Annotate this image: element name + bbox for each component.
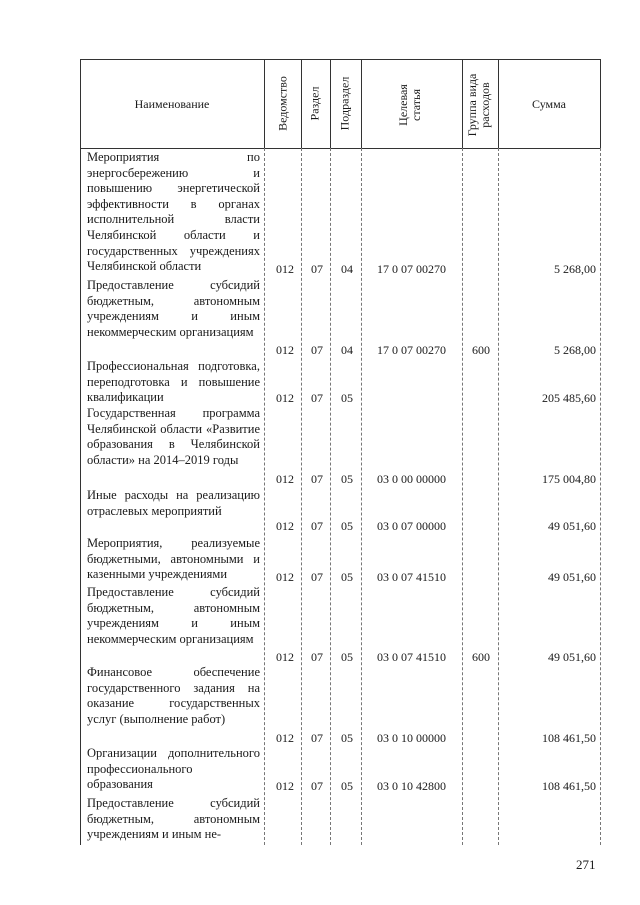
header-podrazdel: Подраздел — [337, 76, 352, 131]
row-8-razdel: 07 — [311, 731, 323, 745]
row-5-summa: 49 051,60 — [548, 519, 596, 533]
col-divider-podrazdel — [361, 59, 362, 148]
row-5-podrazdel: 05 — [341, 519, 353, 533]
row-2-ved: 012 — [276, 343, 294, 357]
row-1-razdel: 07 — [311, 262, 323, 276]
header-celevaya-line2: статья — [409, 89, 423, 121]
row-4-summa: 175 004,80 — [542, 472, 596, 486]
row-6-name: Мероприятия, реализуемые бюджетными, автономными и казенными учреждениями — [87, 536, 260, 582]
header-bottom-border — [80, 148, 600, 149]
row-10-name: Предоставление субсидий бюджетным, автономным учреждениям и иным не- — [87, 796, 260, 842]
row-3-razdel: 07 — [311, 391, 323, 405]
row-9-ved: 012 — [276, 779, 294, 793]
col-divider-name — [264, 59, 265, 148]
body-col-line-5 — [462, 148, 463, 845]
row-5-name: Иные расходы на реализацию отраслевых мероприятий — [87, 488, 260, 518]
table-right-border — [600, 59, 601, 148]
row-9-summa: 108 461,50 — [542, 779, 596, 793]
header-summa: Сумма — [532, 97, 566, 111]
row-5-ved: 012 — [276, 519, 294, 533]
row-9-razdel: 07 — [311, 779, 323, 793]
header-vedomstvo: Ведомство — [275, 76, 290, 131]
row-7-summa: 49 051,60 — [548, 650, 596, 664]
row-5-razdel: 07 — [311, 519, 323, 533]
page-number: 271 — [576, 857, 596, 872]
row-8-ved: 012 — [276, 731, 294, 745]
row-8-celevaya: 03 0 10 00000 — [377, 731, 446, 745]
row-1-name: Мероприятия по энергосбережению и повышению энергетической эффективности в органах исполнительной власти Челябинской области и государственных учреждениях Челябинской области — [87, 150, 260, 274]
row-1-podrazdel: 04 — [341, 262, 353, 276]
row-9-name: Организации дополнительного профессионального образования — [87, 746, 260, 792]
row-4-razdel: 07 — [311, 472, 323, 486]
row-2-summa: 5 268,00 — [554, 343, 596, 357]
row-8-podrazdel: 05 — [341, 731, 353, 745]
row-3-summa: 205 485,60 — [542, 391, 596, 405]
row-4-celevaya: 03 0 00 00000 — [377, 472, 446, 486]
col-divider-razdel — [330, 59, 331, 148]
col-divider-ved — [301, 59, 302, 148]
row-4-podrazdel: 05 — [341, 472, 353, 486]
row-6-summa: 49 051,60 — [548, 570, 596, 584]
row-8-summa: 108 461,50 — [542, 731, 596, 745]
row-1-celevaya: 17 0 07 00270 — [377, 262, 446, 276]
row-7-razdel: 07 — [311, 650, 323, 664]
body-right-border — [600, 148, 601, 845]
row-9-podrazdel: 05 — [341, 779, 353, 793]
row-2-name: Предоставление субсидий бюджетным, автономным учреждениям и иным некоммерческим организациям — [87, 278, 260, 339]
header-razdel: Раздел — [307, 86, 322, 121]
row-7-gruppa: 600 — [472, 650, 490, 664]
row-4-name: Государственная программа Челябинской области «Развитие образования в Челябинской области» на 2014–2019 годы — [87, 406, 260, 467]
row-6-celevaya: 03 0 07 41510 — [377, 570, 446, 584]
table-top-border — [80, 59, 600, 60]
row-6-razdel: 07 — [311, 570, 323, 584]
col-divider-celevaya — [462, 59, 463, 148]
row-6-podrazdel: 05 — [341, 570, 353, 584]
row-1-summa: 5 268,00 — [554, 262, 596, 276]
row-2-podrazdel: 04 — [341, 343, 353, 357]
row-5-celevaya: 03 0 07 00000 — [377, 519, 446, 533]
header-gruppa-line1: Группа вида — [465, 73, 479, 137]
row-7-ved: 012 — [276, 650, 294, 664]
body-col-line-4 — [361, 148, 362, 845]
row-6-ved: 012 — [276, 570, 294, 584]
row-7-name: Предоставление субсидий бюджетным, автономным учреждениям и иным некоммерческим организациям — [87, 585, 260, 646]
row-7-celevaya: 03 0 07 41510 — [377, 650, 446, 664]
header-gruppa — [466, 65, 494, 145]
row-7-podrazdel: 05 — [341, 650, 353, 664]
header-name: Наименование — [134, 97, 210, 111]
row-8-name: Финансовое обеспечение государственного задания на оказание государственных услуг (выполнение работ) — [87, 665, 260, 726]
body-col-line-2 — [301, 148, 302, 845]
header-celevaya-line1: Целевая — [396, 84, 410, 126]
body-col-line-6 — [498, 148, 499, 845]
row-2-gruppa: 600 — [472, 343, 490, 357]
row-9-celevaya: 03 0 10 42800 — [377, 779, 446, 793]
row-3-name: Профессиональная подготовка, переподготовка и повышение квалификации — [87, 359, 260, 405]
body-col-line-3 — [330, 148, 331, 845]
row-1-ved: 012 — [276, 262, 294, 276]
header-gruppa-line2: расходов — [478, 82, 492, 128]
row-4-ved: 012 — [276, 472, 294, 486]
header-celevaya — [397, 65, 425, 145]
row-2-celevaya: 17 0 07 00270 — [377, 343, 446, 357]
row-3-ved: 012 — [276, 391, 294, 405]
body-left-border — [80, 148, 81, 845]
row-2-razdel: 07 — [311, 343, 323, 357]
row-3-podrazdel: 05 — [341, 391, 353, 405]
body-col-line-1 — [264, 148, 265, 845]
